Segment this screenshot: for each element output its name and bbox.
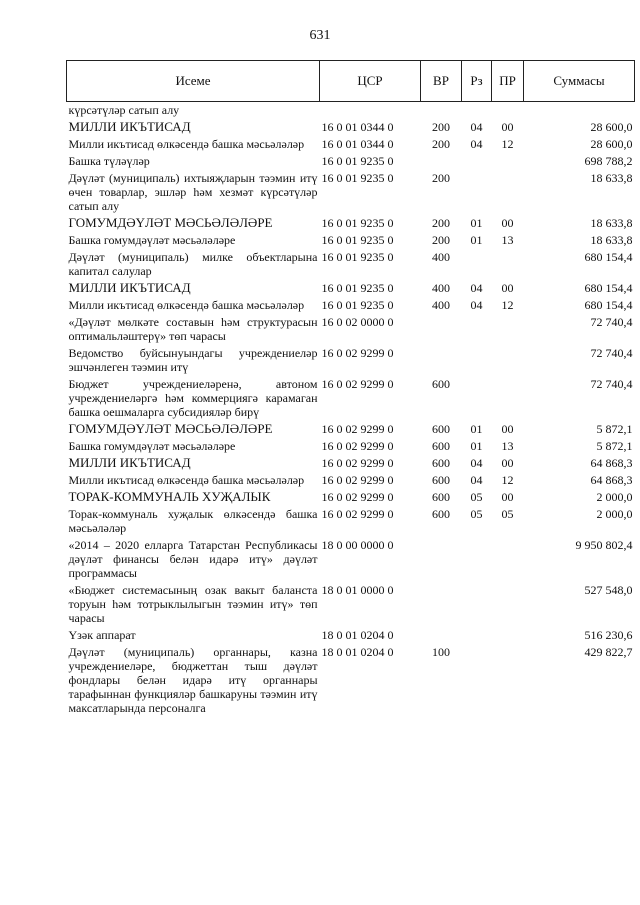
row-pr <box>492 644 524 717</box>
row-pr: 00 <box>501 281 514 295</box>
row-pr: 12 <box>501 473 514 487</box>
row-name: Бюджет учреждениеләренә, автоном учреждениеләргә һәм коммерциягә карамаган башка оешмаларга субсидияләр бирү <box>68 377 318 419</box>
row-rz: 04 <box>470 137 483 151</box>
row-name: Дәүләт (муниципаль) ихтыяҗларын тәэмин итү өчен товарлар, эшләр һәм хезмәт күрсәтүләр сатып алу <box>68 171 318 213</box>
row-vr: 400 <box>432 281 450 295</box>
row-rz <box>462 345 492 376</box>
row-pr: 13 <box>501 233 514 247</box>
row-csr: 18 0 01 0000 0 <box>321 583 394 597</box>
table-row <box>67 280 635 297</box>
table-row <box>67 489 635 506</box>
table-row <box>67 644 635 717</box>
row-rz: 04 <box>470 473 483 487</box>
table-row <box>67 438 635 455</box>
row-vr: 200 <box>432 216 450 230</box>
row-rz <box>462 376 492 421</box>
row-sum: 72 740,4 <box>590 315 633 329</box>
row-pr: 00 <box>501 490 514 504</box>
row-csr: 16 0 02 0000 0 <box>321 315 394 329</box>
row-name: күрсәтүләр сатып алу <box>68 103 180 117</box>
row-sum: 680 154,4 <box>584 250 633 264</box>
row-pr: 00 <box>501 120 514 134</box>
row-rz <box>462 582 492 627</box>
row-vr: 400 <box>432 250 450 264</box>
header-csr: ЦСР <box>320 61 421 102</box>
row-csr: 16 0 01 0344 0 <box>321 120 394 134</box>
row-rz: 01 <box>470 233 483 247</box>
row-vr: 600 <box>432 456 450 470</box>
header-sum: Суммасы <box>524 61 635 102</box>
table-row <box>67 170 635 215</box>
row-vr: 100 <box>432 645 450 659</box>
row-pr: 00 <box>501 216 514 230</box>
row-pr <box>492 627 524 644</box>
row-name: Дәүләт (муниципаль) милке объектларына капитал салулар <box>68 250 318 278</box>
row-name: ТОРАК-КОММУНАЛЬ ХУҖАЛЫК <box>68 489 271 504</box>
row-vr: 200 <box>432 233 450 247</box>
row-name: «Бюджет системасының озак вакыт баланста торуын һәм тотрыклылыгын тәэмин итү» төп чарасы <box>68 583 318 625</box>
table-row <box>67 297 635 314</box>
page-number: 631 <box>309 28 331 43</box>
row-vr <box>421 153 462 170</box>
row-csr: 18 0 01 0204 0 <box>321 645 394 659</box>
row-rz <box>462 102 492 120</box>
row-sum <box>524 102 635 120</box>
row-csr: 16 0 02 9299 0 <box>321 439 394 453</box>
row-csr: 16 0 01 9235 0 <box>321 216 394 230</box>
row-sum: 2 000,0 <box>596 490 633 504</box>
row-vr <box>421 314 462 345</box>
row-rz: 05 <box>470 507 483 521</box>
row-csr: 16 0 02 9299 0 <box>321 346 394 360</box>
row-vr: 600 <box>432 473 450 487</box>
row-vr <box>421 102 462 120</box>
row-vr: 600 <box>432 439 450 453</box>
row-sum: 527 548,0 <box>584 583 633 597</box>
row-sum: 680 154,4 <box>584 298 633 312</box>
row-vr <box>421 582 462 627</box>
row-pr <box>492 153 524 170</box>
row-csr: 16 0 02 9299 0 <box>321 422 394 436</box>
row-name: Дәүләт (муниципаль) органнары, казна учреждениеләре, бюджеттан тыш дәүләт фондлары белән идарә итү органнары тарафыннан функцияләр башкаруны тәэмин итү максатларында персоналга <box>68 645 318 715</box>
header-rz: Рз <box>462 61 492 102</box>
row-csr <box>320 102 421 120</box>
row-rz: 04 <box>470 298 483 312</box>
table-row <box>67 345 635 376</box>
row-pr <box>492 170 524 215</box>
row-name: МИЛЛИ ИКЪТИСАД <box>68 280 191 295</box>
row-name: Милли икътисад өлкәсендә башка мәсьәләләр <box>68 137 305 151</box>
row-sum: 28 600,0 <box>590 120 633 134</box>
row-sum: 9 950 802,4 <box>575 538 633 552</box>
table-row <box>67 314 635 345</box>
row-name: «2014 – 2020 елларга Татарстан Республикасы дәүләт финансы белән идарә итү» дәүләт программасы <box>68 538 318 580</box>
row-name: Үзәк аппарат <box>68 628 136 642</box>
row-csr: 16 0 01 9235 0 <box>321 298 394 312</box>
row-rz <box>462 153 492 170</box>
row-csr: 16 0 02 9299 0 <box>321 456 394 470</box>
row-rz <box>462 249 492 280</box>
row-name: «Дәүләт мөлкәте составын һәм структурасын оптимальләштерү» төп чарасы <box>68 315 318 343</box>
header-vr: ВР <box>421 61 462 102</box>
row-pr <box>492 537 524 582</box>
row-pr <box>492 314 524 345</box>
row-rz: 05 <box>470 490 483 504</box>
row-csr: 16 0 01 9235 0 <box>321 171 394 185</box>
row-vr: 600 <box>432 422 450 436</box>
row-pr: 00 <box>501 422 514 436</box>
row-name: Милли икътисад өлкәсендә башка мәсьәләләр <box>68 473 305 487</box>
table-row <box>67 506 635 537</box>
budget-table <box>66 60 635 717</box>
row-vr: 400 <box>432 298 450 312</box>
row-name: Милли икътисад өлкәсендә башка мәсьәләләр <box>68 298 305 312</box>
row-rz <box>462 627 492 644</box>
row-sum: 72 740,4 <box>590 346 633 360</box>
row-csr: 16 0 02 9299 0 <box>321 473 394 487</box>
row-csr: 16 0 01 0344 0 <box>321 137 394 151</box>
row-vr: 600 <box>432 377 450 391</box>
table-row <box>67 627 635 644</box>
row-name: ГОМУМДӘҮЛӘТ МӘСЬӘЛӘЛӘРЕ <box>68 421 273 436</box>
header-pr: ПР <box>492 61 524 102</box>
row-name: Торак-коммуналь хуҗалык өлкәсендә башка мәсьәләләр <box>68 507 318 535</box>
row-sum: 5 872,1 <box>596 422 633 436</box>
row-rz: 04 <box>470 456 483 470</box>
table-row <box>67 215 635 232</box>
table-header-row <box>67 61 635 102</box>
row-name: МИЛЛИ ИКЪТИСАД <box>68 119 191 134</box>
table-row <box>67 153 635 170</box>
row-sum: 28 600,0 <box>590 137 633 151</box>
row-rz: 01 <box>470 422 483 436</box>
row-name: Башка түләүләр <box>68 154 150 168</box>
row-vr: 200 <box>432 137 450 151</box>
row-csr: 16 0 02 9299 0 <box>321 490 394 504</box>
row-vr: 200 <box>432 120 450 134</box>
row-sum: 18 633,8 <box>590 171 633 185</box>
row-sum: 429 822,7 <box>584 645 633 659</box>
row-vr <box>421 627 462 644</box>
row-rz <box>462 537 492 582</box>
table-row <box>67 421 635 438</box>
row-sum: 680 154,4 <box>584 281 633 295</box>
row-rz: 01 <box>470 439 483 453</box>
table-row <box>67 376 635 421</box>
table-row <box>67 582 635 627</box>
row-sum: 698 788,2 <box>584 154 633 168</box>
table-body <box>67 102 635 718</box>
row-csr: 16 0 01 9235 0 <box>321 281 394 295</box>
header-name: Исеме <box>67 61 320 102</box>
row-pr: 12 <box>501 298 514 312</box>
row-name: МИЛЛИ ИКЪТИСАД <box>68 455 191 470</box>
row-sum: 72 740,4 <box>590 377 633 391</box>
row-vr: 600 <box>432 490 450 504</box>
row-csr: 18 0 01 0204 0 <box>321 628 394 642</box>
row-rz <box>462 314 492 345</box>
row-sum: 18 633,8 <box>590 216 633 230</box>
row-pr <box>492 376 524 421</box>
row-name: Ведомство буйсынуындагы учреждениеләр эшчәнлеген тәэмин итү <box>68 346 318 374</box>
row-csr: 16 0 01 9235 0 <box>321 250 394 264</box>
row-name: Башка гомумдәүләт мәсьәләләре <box>68 233 236 247</box>
row-sum: 516 230,6 <box>584 628 633 642</box>
row-rz: 04 <box>470 120 483 134</box>
row-rz: 04 <box>470 281 483 295</box>
row-vr <box>421 345 462 376</box>
row-pr <box>492 582 524 627</box>
row-sum: 64 868,3 <box>590 473 633 487</box>
table-row <box>67 249 635 280</box>
row-pr <box>492 102 524 120</box>
row-pr: 12 <box>501 137 514 151</box>
row-pr <box>492 249 524 280</box>
row-sum: 18 633,8 <box>590 233 633 247</box>
row-pr: 13 <box>501 439 514 453</box>
row-rz <box>462 170 492 215</box>
table-row <box>67 232 635 249</box>
table-row <box>67 472 635 489</box>
row-csr: 16 0 02 9299 0 <box>321 377 394 391</box>
row-sum: 2 000,0 <box>596 507 633 521</box>
table-row <box>67 537 635 582</box>
row-name: ГОМУМДӘҮЛӘТ МӘСЬӘЛӘЛӘРЕ <box>68 215 273 230</box>
row-vr <box>421 537 462 582</box>
row-name: Башка гомумдәүләт мәсьәләләре <box>68 439 236 453</box>
row-csr: 18 0 00 0000 0 <box>321 538 394 552</box>
row-csr: 16 0 01 9235 0 <box>321 154 394 168</box>
row-rz: 01 <box>470 216 483 230</box>
table-row <box>67 455 635 472</box>
row-sum: 5 872,1 <box>596 439 633 453</box>
row-pr: 00 <box>501 456 514 470</box>
row-vr: 600 <box>432 507 450 521</box>
table-row <box>67 136 635 153</box>
row-rz <box>462 644 492 717</box>
row-pr <box>492 345 524 376</box>
row-pr: 05 <box>501 507 514 521</box>
table-row <box>67 119 635 136</box>
row-vr: 200 <box>432 171 450 185</box>
table-row <box>67 102 635 120</box>
row-csr: 16 0 02 9299 0 <box>321 507 394 521</box>
row-sum: 64 868,3 <box>590 456 633 470</box>
row-csr: 16 0 01 9235 0 <box>321 233 394 247</box>
